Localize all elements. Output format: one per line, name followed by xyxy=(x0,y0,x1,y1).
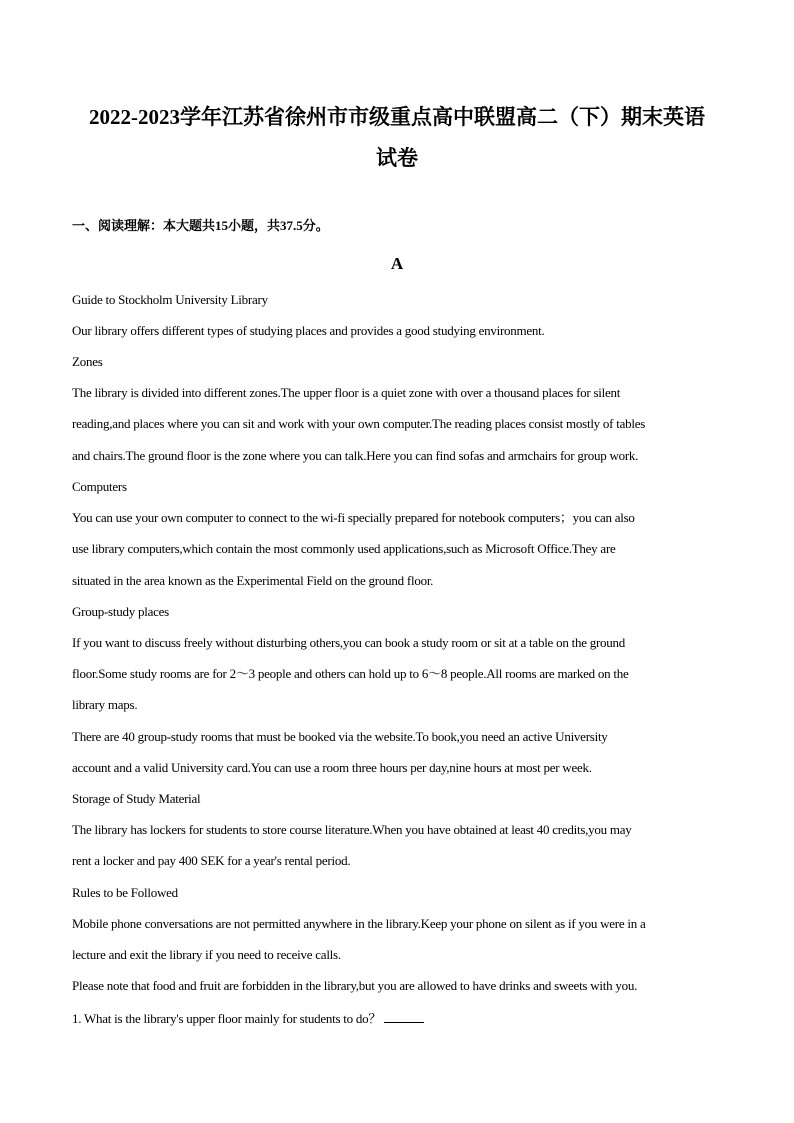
passage-line: use library computers,which contain the most commonly used applications,such as Microsoft Office.They are xyxy=(72,541,616,556)
answer-blank xyxy=(384,1010,424,1023)
passage-line: library maps. xyxy=(72,697,138,712)
passage-line: Our library offers different types of studying places and provides a good studying environment. xyxy=(72,323,545,338)
passage-line: Rules to be Followed xyxy=(72,885,178,900)
passage-line: Group-study places xyxy=(72,604,169,619)
passage-line: Computers xyxy=(72,479,127,494)
passage-line: lecture and exit the library if you need to receive calls. xyxy=(72,947,341,962)
question-1-text: 1. What is the library's upper floor mainly for students to do？ xyxy=(72,1011,382,1026)
document-title-line-1: 2022-2023学年江苏省徐州市市级重点高中联盟高二（下）期末英语 xyxy=(89,105,705,129)
passage-line: Guide to Stockholm University Library xyxy=(72,292,268,307)
passage-line: If you want to discuss freely without disturbing others,you can book a study room or sit at a table on the ground xyxy=(72,635,626,650)
passage-line: Zones xyxy=(72,354,103,369)
passage-line: and chairs.The ground floor is the zone where you can talk.Here you can find sofas and armchairs for group work. xyxy=(72,448,639,463)
section-heading: 一、阅读理解：本大题共15小题，共37.5分。 xyxy=(72,218,329,233)
passage-line: The library is divided into different zones.The upper floor is a quiet zone with over a thousand places for silent xyxy=(72,385,621,400)
passage-line: Please note that food and fruit are forbidden in the library,but you are allowed to have drinks and sweets with you. xyxy=(72,978,638,993)
passage-line: account and a valid University card.You can use a room three hours per day,nine hours at most per week. xyxy=(72,760,592,775)
passage-line: You can use your own computer to connect to the wi-fi specially prepared for notebook computers；you can also xyxy=(72,510,635,525)
passage-line: Mobile phone conversations are not permitted anywhere in the library.Keep your phone on silent as if you were in a xyxy=(72,916,646,931)
question-1 xyxy=(72,1010,424,1027)
passage-line: situated in the area known as the Experimental Field on the ground floor. xyxy=(72,573,434,588)
passage-label: A xyxy=(390,254,404,273)
passage-line: rent a locker and pay 400 SEK for a year's rental period. xyxy=(72,853,351,868)
passage-line: floor.Some study rooms are for 2～3 people and others can hold up to 6～8 people.All rooms are marked on the xyxy=(72,666,629,681)
document-title-line-2: 试卷 xyxy=(376,146,418,170)
passage-line: There are 40 group-study rooms that must be booked via the website.To book,you need an active University xyxy=(72,729,608,744)
passage-line: The library has lockers for students to store course literature.When you have obtained at least 40 credits,you may xyxy=(72,822,632,837)
passage-line: reading,and places where you can sit and work with your own computer.The reading places consist mostly of tables xyxy=(72,416,646,431)
passage-line: Storage of Study Material xyxy=(72,791,201,806)
